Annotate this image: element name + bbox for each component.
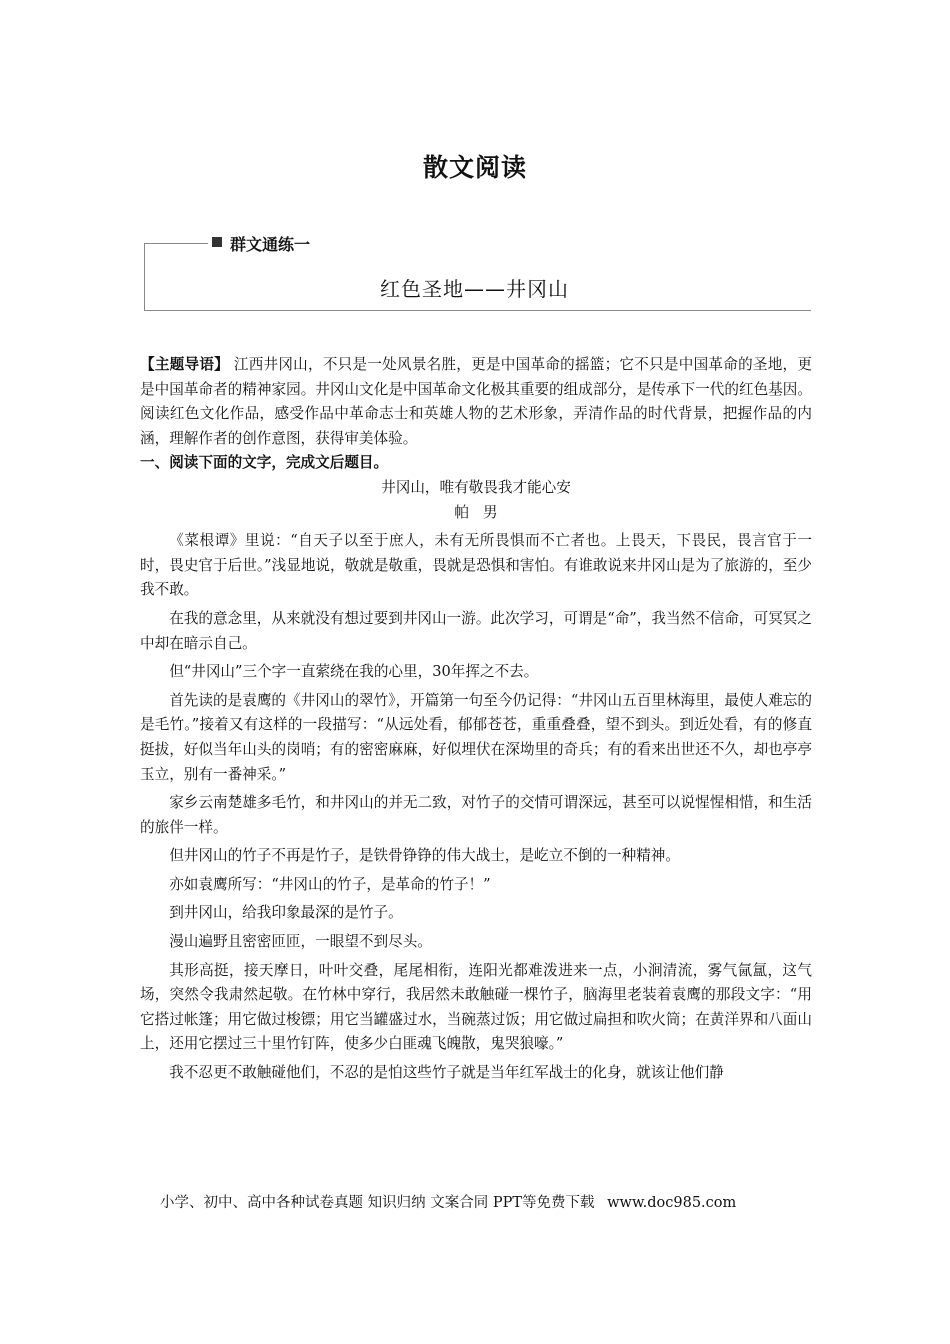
section-top-rule [144,243,208,244]
intro-paragraph [140,353,812,451]
intro-tag: 【主题导语】 [140,356,229,373]
article-paragraph: 首先读的是袁鹰的《井冈山的翠竹》，开篇第一句至今仍记得：“井冈山五百里林海里，最使人难忘的是毛竹。”接着又有这样的一段描写：“从远处看，郁郁苍苍，重重叠叠，望不到头。到近处看，有的修直挺拔，好似当年山头的岗哨；有的密密麻麻，好似埋伏在深坳里的奇兵；有的看来出世还不久，却也亭亭玉立，别有一番神采。” [140,691,812,783]
article-paragraph: 家乡云南楚雄多毛竹，和井冈山的并无二致，对竹子的交情可谓深远，甚至可以说惺惺相惜，和生活的旅伴一样。 [140,794,812,836]
article-author: 帕男 [454,503,512,521]
section-label: 群文通练一 [230,235,311,254]
document-body [140,353,812,1086]
footer-text: 小学、初中、高中各种试卷真题 知识归纳 文案合同 PPT等免费下载 [160,1195,595,1211]
article-paragraph: 漫山遍野且密密匝匝，一眼望不到尽头。 [169,933,432,951]
article-paragraph: 在我的意念里，从来就没有想过要到井冈山一游。此次学习，可谓是“命”，我当然不信命，可冥冥之中却在暗示自己。 [140,609,812,652]
article-paragraph: 但井冈山的竹子不再是竹子，是铁骨铮铮的伟大战士，是屹立不倒的一种精神。 [169,847,680,865]
page-title: 散文阅读 [422,153,527,182]
footer-url: www.doc985.com [607,1195,737,1211]
article-paragraph: 《菜根谭》里说：“自天子以至于庶人，未有无所畏惧而不亡者也。上畏天，下畏民，畏言官于一时，畏史官于后世。”浅显地说，敬就是敬重，畏就是恐惧和害怕。有谁敢说来井冈山是为了旅游的，至少我不敢。 [140,532,812,599]
article-paragraph: 其形高挺，接天摩日，叶叶交叠，尾尾相衔，连阳光都难泼进来一点，小涧清流，雾气氤氲，这气场，突然令我肃然起敬。在竹林中穿行，我居然未敢触碰一棵竹子，脑海里老装着袁鹰的那段文字：“用它搭过帐篷；用它做过梭镖；用它当罐盛过水，当碗蒸过饭；用它做过扁担和吹火筒；在黄洋界和八面山上，还用它摆过三十里竹钉阵，使多少白匪魂飞魄散，鬼哭狼嚎。” [140,961,812,1053]
intro-text: 江西井冈山，不只是一处风景名胜，更是中国革命的摇篮；它不只是中国革命的圣地，更是中国革命者的精神家园。井冈山文化是中国革命文化极其重要的组成部分，是传承下一代的红色基因。阅读红色文化作品，感受作品中革命志士和英雄人物的艺术形象，弄清作品的时代背景，把握作品的内涵，理解作者的创作意图，获得审美体验。 [140,356,812,447]
square-bullet-icon [212,237,222,247]
page-footer [160,1191,744,1212]
article-paragraph: 到井冈山，给我印象最深的是竹子。 [169,904,403,922]
article-paragraph: 亦如袁鹰所写：“井冈山的竹子，是革命的竹子！” [169,875,491,893]
article-paragraph: 但“井冈山”三个字一直萦绕在我的心里，30年挥之不去。 [169,663,539,681]
article-paragraph: 我不忍更不敢触碰他们，不忍的是怕这些竹子就是当年红军战士的化身，就该让他们静 [169,1064,724,1082]
article-title: 井冈山，唯有敬畏我才能心安 [381,478,571,496]
question-heading: 一、阅读下面的文字，完成文后题目。 [140,454,389,472]
section-subtitle: 红色圣地——井冈山 [380,277,569,301]
